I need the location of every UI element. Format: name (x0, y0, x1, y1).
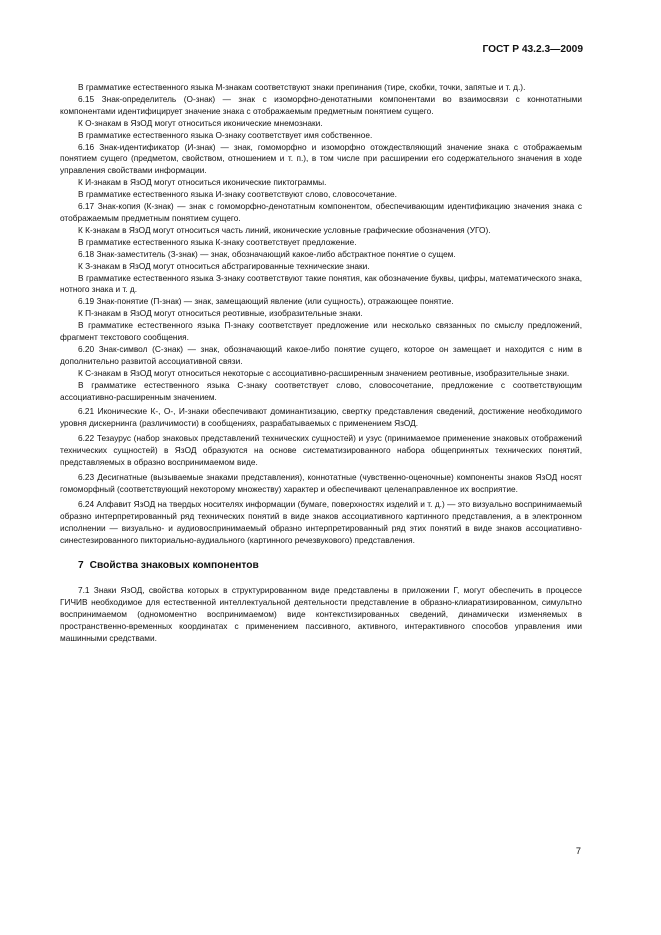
paragraph: 6.22 Тезаурус (набор знаковых представлений технических сущностей) и узус (принимаемое применение знаковых отображений технических сущностей) в ЯзОД образуются на основе систематизированного набора общепринятых технических понятий, представляемых в образно воспринимаемом виде. (60, 433, 582, 468)
paragraph: В грамматике естественного языка П-знаку соответствует предложение или несколько связанных по смыслу предложений, фрагмент текстового сообщения. (60, 320, 582, 343)
paragraph: К К-знакам в ЯзОД могут относиться часть линий, иконические условные графические обозначения (УГО). (78, 224, 491, 235)
paragraph: 6.23 Десигнатные (вызываемые знаками представления), коннотатные (чувственно-оценочные) компоненты знаков ЯзОД носят гомоморфный (соответствующий некоторому множеству) характер и обеспечивают целенаправленное их восприятие. (60, 472, 582, 494)
paragraph: В грамматике естественного языка М-знакам соответствуют знаки препинания (тире, скобки, точки, запятые и т. д.). (78, 82, 526, 92)
paragraph: 6.17 Знак-копия (К-знак) — знак с гомоморфно-денотатным компонентом, обеспечивающим идентификацию значения знака с отображаемым предметным понятием сущего. (60, 201, 582, 223)
section-title: Свойства знаковых компонентов (89, 560, 259, 572)
paragraph: К О-знакам в ЯзОД могут относиться иконические мнемознаки. (78, 117, 323, 128)
paragraph: К И-знакам в ЯзОД могут относиться иконические пиктограммы. (78, 177, 327, 188)
paragraph: В грамматике естественного языка О-знаку соответствует имя собственное. (78, 129, 373, 140)
paragraph: В грамматике естественного языка З-знаку соответствуют такие понятия, как обозначение буквы, цифры, математического знака, нотного знака и т. д. (60, 272, 582, 295)
paragraph: К С-знакам в ЯзОД могут относиться некоторые с ассоциативно-расширенным значением реотивные, изобразительные знаки. (78, 367, 570, 378)
paragraph: 6.20 Знак-символ (С-знак) — знак, обозначающий какое-либо понятие сущего, которое он замещает и находится с ним в дополнительно развитой ассоциативной связи. (60, 343, 582, 366)
paragraph: 6.18 Знак-заместитель (З-знак) — знак, обозначающий какое-либо абстрактное понятие о сущем. (78, 248, 456, 259)
paragraph: К П-знакам в ЯзОД могут относиться реотивные, изобразительные знаки. (78, 308, 363, 319)
paragraph: 7.1 Знаки ЯзОД, свойства которых в структурированном виде представлены в приложении Г, могут обеспечить в процессе ГИЧИВ необходимое для естественной интеллектуальной деятельности представление в образно-клиаратизированном, симультно воспринимаемом (одномоментно воспринимаемом) виде контекстизированных сведений, динамически изменяемых в пространственно-временных координатах с применением пассивного, активного, интерактивного способов управления ими машинными средствами. (60, 585, 582, 643)
paragraph: В грамматике естественного языка С-знаку соответствует слово, словосочетание, предложение с соответствующим ассоциативно-расширенным значением. (60, 379, 582, 402)
paragraph: 6.15 Знак-определитель (О-знак) — знак с изоморфно-денотатными компонентами во взаимосвязи с коннотатными компонентами идентифицирует значение знака с отображаемым предметным понятием сущего. (60, 93, 582, 116)
page-number: 7 (575, 846, 581, 856)
document-id-header: ГОСТ Р 43.2.3—2009 (482, 44, 583, 55)
paragraph: К З-знакам в ЯзОД могут относиться абстрагированные технические знаки. (78, 260, 370, 271)
section-heading (60, 560, 582, 572)
paragraph: В грамматике естественного языка И-знаку соответствуют слово, словосочетание. (78, 189, 397, 200)
section-number: 7 (78, 560, 84, 572)
paragraph: 6.16 Знак-идентификатор (И-знак) — знак, гомоморфно и изоморфно отождествляющий значение знака с отображаемым понятием сущего (предметом, свойством, отношением и т. п.), в том числе при расширении его содержательного значения в ходе управления свойствами информации. (60, 141, 582, 176)
paragraph: В грамматике естественного языка К-знаку соответствует предложение. (78, 236, 357, 247)
paragraph: 6.19 Знак-понятие (П-знак) — знак, замещающий явление (или сущность), отражающее понятие. (78, 296, 454, 307)
paragraph: 6.24 Алфавит ЯзОД на твердых носителях информации (бумаге, поверхностях изделий и т. д.) — это визуально воспринимаемый образно интерпретированный ряд технических понятий в виде знаков ассоциативного картинного представления, а в электронном исполнении — визуально- и аудиовоспринимаемый образно интерпретированный ряд этих понятий в виде знаков ассоциативно-синестезированного пикториально-аудиального (картинного речезвукового) представления. (60, 498, 582, 545)
document-body (60, 82, 582, 645)
paragraph: 6.21 Иконические К-, О-, И-знаки обеспечивают доминантизацию, свертку представления сведений, достижение необходимого уровня дискернинга (различимости) в сообщениях, разрабатываемых с применением ЯзОД. (60, 406, 582, 429)
